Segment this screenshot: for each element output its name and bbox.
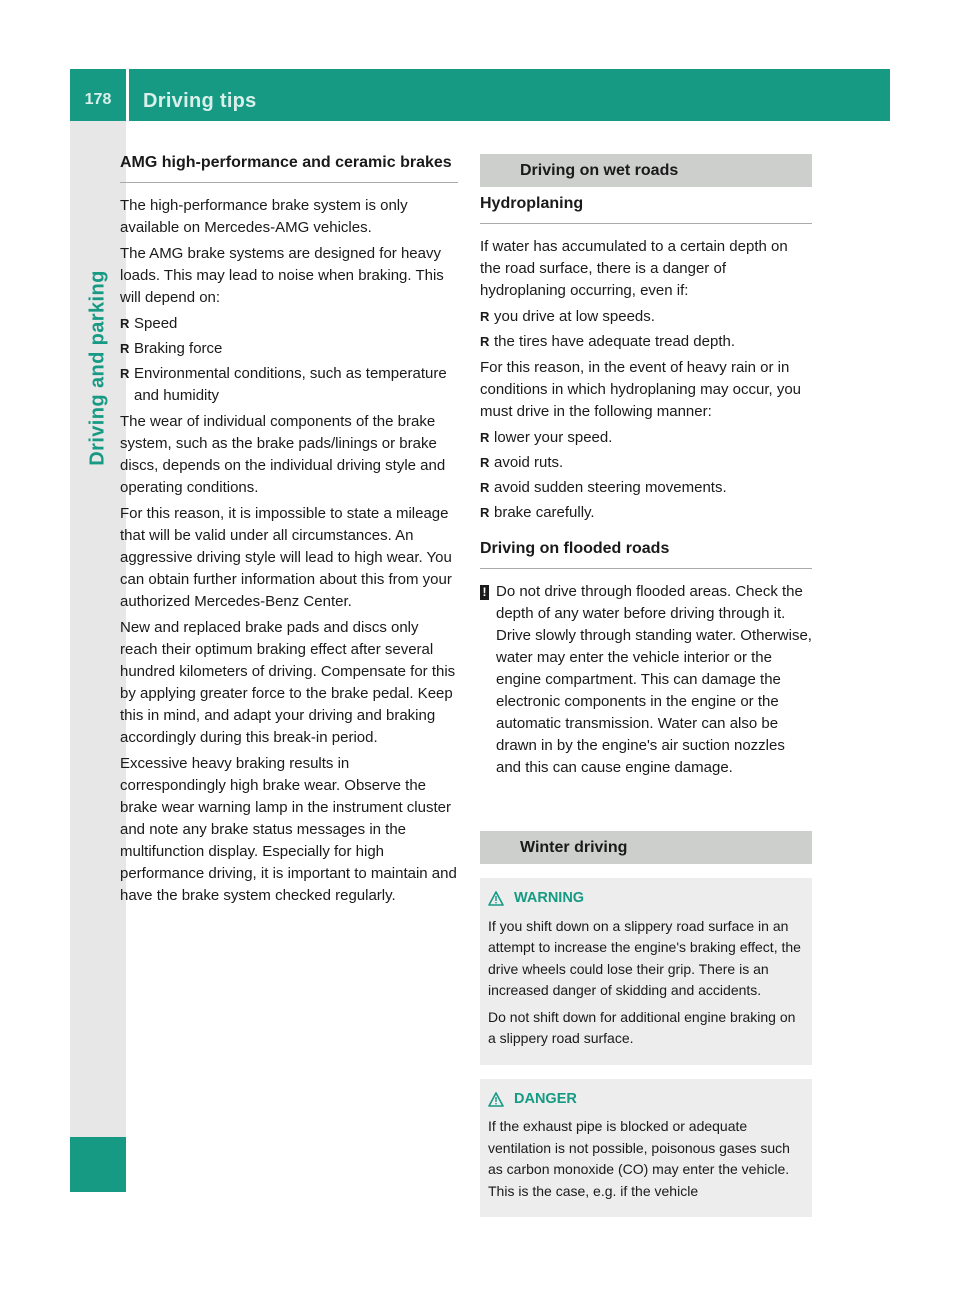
bullet-mark: R <box>120 366 130 381</box>
warning-triangle-icon <box>488 891 504 906</box>
header-separator <box>126 69 129 121</box>
paragraph: The high-performance brake system is only available on Mercedes-AMG vehicles. <box>120 197 408 236</box>
chapter-title: Driving tips <box>143 90 257 112</box>
list-item-text: avoid ruts. <box>494 454 564 471</box>
section-bar-winter-driving: Winter driving <box>480 831 812 864</box>
right-column <box>480 154 812 1217</box>
list-item-text: avoid sudden steering movements. <box>494 479 727 496</box>
list-item <box>480 331 812 353</box>
danger-box <box>480 1079 812 1218</box>
list-item-text: brake carefully. <box>494 504 595 521</box>
danger-title-row <box>488 1089 804 1111</box>
danger-text: If the exhaust pipe is blocked or adequate ventilation is not possible, poisonous gases such as carbon monoxide (CO) may enter the vehicle. This is the case, e.g. if the vehicle <box>488 1118 790 1199</box>
bullet-mark: R <box>480 505 490 520</box>
bullet-list <box>480 427 812 524</box>
warning-title: WARNING <box>514 890 585 906</box>
bullet-list <box>480 306 812 353</box>
bullet-mark: R <box>120 316 130 331</box>
paragraph: Excessive heavy braking results in correspondingly high brake wear. Observe the brake wear warning lamp in the instrument cluster and note any brake status messages in the multifunction display. Especially for high performance driving, it is important to maintain and have the brake system checked regularly. <box>120 755 457 904</box>
bullet-mark: R <box>480 480 490 495</box>
bullet-mark: R <box>480 455 490 470</box>
list-item <box>120 338 458 360</box>
bullet-list <box>120 313 458 407</box>
caution-note-text: Do not drive through flooded areas. Check the depth of any water before driving through it. Drive slowly through standing water. Otherwise, water may enter the vehicle interior or the engine compartment. This can damage the electronic components in the engine or the automatic transmission. Water can also be drawn in by the engine's air suction nozzles and this can cause engine damage. <box>496 583 812 776</box>
subsection-heading-flooded-roads: Driving on flooded roads <box>480 538 812 569</box>
list-item <box>480 452 812 474</box>
section-heading-amg-brakes: AMG high-performance and ceramic brakes <box>120 148 458 183</box>
page-number: 178 <box>84 91 112 108</box>
paragraph: For this reason, it is impossible to state a mileage that will be valid under all circumstances. An aggressive driving style will lead to high wear. You can obtain further information about this from your authorized Mercedes-Benz Center. <box>120 505 452 610</box>
bullet-mark: R <box>120 341 130 356</box>
list-item-text: Speed <box>134 315 178 332</box>
list-item <box>480 306 812 328</box>
paragraph: For this reason, in the event of heavy rain or in conditions in which hydroplaning may occur, you must drive in the following manner: <box>480 359 802 420</box>
side-label-text: Driving and parking <box>86 270 109 466</box>
side-tab-marker <box>70 1137 126 1192</box>
list-item <box>120 313 458 335</box>
warning-text: If you shift down on a slippery road surface in an attempt to increase the engine's braking effect, the drive wheels could lose their grip. There is an increased danger of skidding and accidents. <box>488 917 801 998</box>
danger-title: DANGER <box>514 1090 577 1107</box>
bullet-mark: R <box>480 430 490 445</box>
bullet-mark: R <box>480 334 490 349</box>
exclamation-icon: ! <box>480 585 489 600</box>
caution-note <box>480 581 812 779</box>
side-tab-background <box>70 69 126 1192</box>
danger-triangle-icon <box>488 1092 504 1107</box>
list-item <box>480 427 812 449</box>
warning-text: Do not shift down for additional engine braking on a slippery road surface. <box>488 1008 796 1046</box>
list-item <box>480 502 812 524</box>
paragraph: The wear of individual components of the brake system, such as the brake pads/linings or brake discs, depends on the individual driving style and operating conditions. <box>120 413 446 496</box>
paragraph: New and replaced brake pads and discs only reach their optimum braking effect after several hundred kilometers of driving. Compensate for this by applying greater force to the brake pedal. Keep this in mind, and adapt your driving and braking accordingly during this break-in period. <box>120 619 456 746</box>
list-item-text: Braking force <box>134 340 223 357</box>
paragraph: The AMG brake systems are designed for heavy loads. This may lead to noise when braking. This will depend on: <box>120 245 444 306</box>
list-item <box>480 477 812 499</box>
list-item-text: lower your speed. <box>494 429 613 446</box>
section-bar-wet-roads: Driving on wet roads <box>480 154 812 187</box>
warning-title-row <box>488 888 804 910</box>
left-column <box>120 148 458 911</box>
list-item-text: the tires have adequate tread depth. <box>494 333 736 350</box>
bullet-mark: R <box>480 309 490 324</box>
warning-box <box>480 878 812 1065</box>
list-item <box>120 363 458 407</box>
list-item-text: Environmental conditions, such as temperature and humidity <box>134 365 447 404</box>
subsection-heading-hydroplaning: Hydroplaning <box>480 193 812 224</box>
list-item-text: you drive at low speeds. <box>494 308 655 325</box>
paragraph: If water has accumulated to a certain depth on the road surface, there is a danger of hydroplaning occurring, even if: <box>480 238 788 299</box>
